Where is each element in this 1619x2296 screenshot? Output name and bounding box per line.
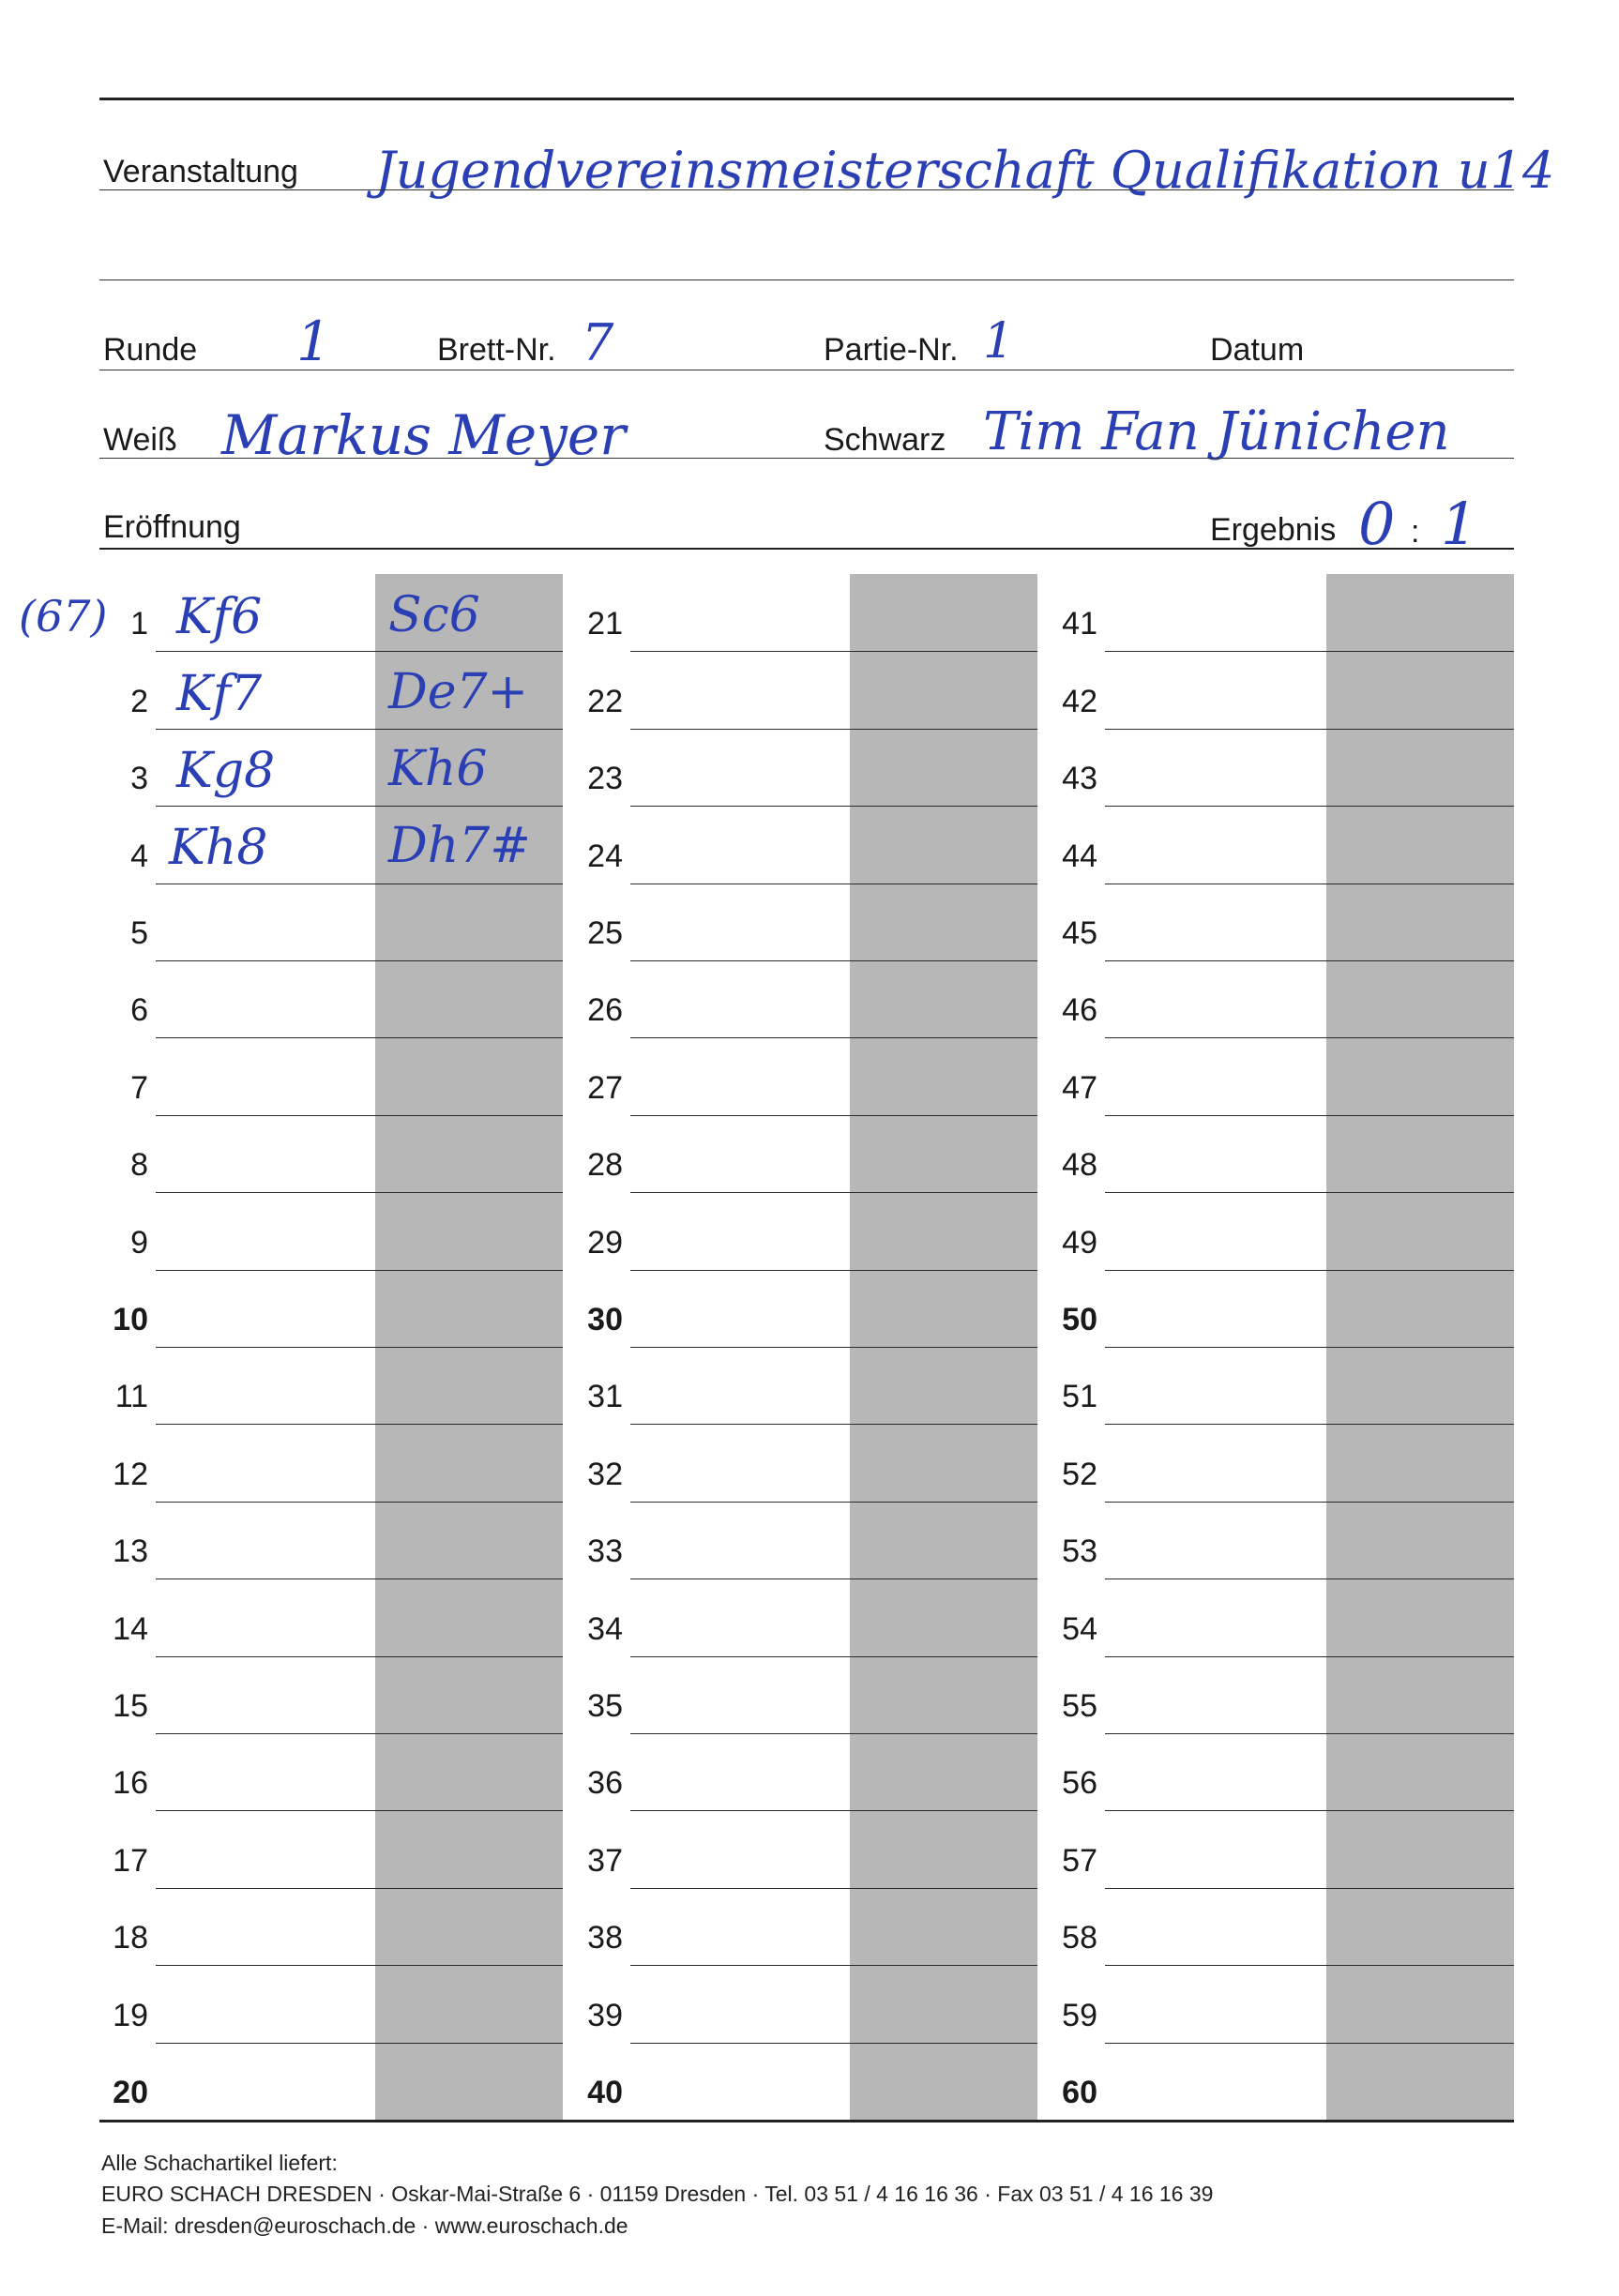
row-line	[630, 1578, 1037, 1579]
row-number: 17	[113, 1842, 148, 1879]
row-line	[1105, 1347, 1514, 1348]
row-number: 38	[587, 1920, 623, 1956]
move-3-white[interactable]: Kg8	[176, 743, 276, 799]
row-line	[156, 1502, 563, 1503]
row-number: 58	[1062, 1920, 1097, 1956]
row-line	[630, 1888, 1037, 1889]
side-note: (67)	[19, 591, 108, 642]
row-number: 53	[1062, 1533, 1097, 1570]
row-number: 30	[587, 1302, 623, 1337]
row-number: 40	[587, 2075, 623, 2110]
move-3-black[interactable]: Kh6	[388, 741, 488, 797]
row-line	[630, 651, 1037, 652]
event-rule	[99, 189, 1514, 190]
move-2-white[interactable]: Kf7	[176, 666, 263, 722]
row-line	[156, 1424, 563, 1425]
row-line	[156, 1965, 563, 1966]
row-number: 59	[1062, 1997, 1097, 2033]
row-line	[1105, 1578, 1514, 1579]
row-number: 10	[113, 1302, 148, 1337]
row-line	[630, 960, 1037, 961]
white-player[interactable]: Markus Meyer	[221, 403, 626, 467]
white-label: Weiß	[103, 422, 177, 458]
row-number: 44	[1062, 838, 1097, 874]
row-number: 57	[1062, 1842, 1097, 1879]
row-number: 45	[1062, 915, 1097, 951]
row-number: 15	[113, 1688, 148, 1724]
row-number: 19	[113, 1997, 148, 2033]
row-line	[1105, 1270, 1514, 1271]
event-rule-2	[99, 279, 1514, 280]
row-line	[156, 729, 563, 730]
row-number: 5	[130, 915, 148, 951]
game-value[interactable]: 1	[983, 313, 1015, 370]
opening-rule	[99, 548, 1514, 550]
row-number: 23	[587, 761, 623, 797]
row-line	[1105, 1810, 1514, 1811]
footer	[101, 2148, 1213, 2242]
result-separator: :	[1411, 514, 1420, 550]
row-number: 18	[113, 1920, 148, 1956]
row-number: 35	[587, 1688, 623, 1724]
row-number: 51	[1062, 1379, 1097, 1415]
row-number: 25	[587, 915, 623, 951]
row-line	[630, 1733, 1037, 1734]
move-4-white[interactable]: Kh8	[169, 820, 268, 876]
row-number: 26	[587, 992, 623, 1029]
row-line	[1105, 2043, 1514, 2044]
row-line	[630, 806, 1037, 807]
row-number: 55	[1062, 1688, 1097, 1724]
row-number: 46	[1062, 992, 1097, 1029]
row-number: 7	[130, 1069, 148, 1106]
event-label: Veranstaltung	[103, 154, 298, 189]
row-number: 34	[587, 1610, 623, 1647]
row-number: 12	[113, 1456, 148, 1492]
row-line	[630, 1656, 1037, 1657]
move-1-white[interactable]: Kf6	[176, 589, 263, 645]
row-number: 9	[130, 1224, 148, 1261]
row-number: 14	[113, 1610, 148, 1647]
row-line	[1105, 1115, 1514, 1116]
footer-line-1: Alle Schachartikel liefert:	[101, 2151, 338, 2175]
row-line	[1105, 1965, 1514, 1966]
board-value[interactable]: 7	[582, 313, 614, 372]
footer-line-3: E-Mail: dresden@euroschach.de · www.euroschach.de	[101, 2213, 628, 2238]
row-number: 32	[587, 1456, 623, 1492]
row-number: 39	[587, 1997, 623, 2033]
row-line	[1105, 651, 1514, 652]
row-number: 24	[587, 838, 623, 874]
move-1-black[interactable]: Sc6	[388, 587, 480, 643]
row-number: 42	[1062, 683, 1097, 719]
row-number: 20	[113, 2075, 148, 2110]
row-line	[156, 1656, 563, 1657]
row-line	[156, 1810, 563, 1811]
row-number: 4	[130, 838, 148, 874]
row-number: 21	[587, 606, 623, 642]
row-line	[156, 651, 563, 652]
row-line	[156, 1347, 563, 1348]
row-number: 13	[113, 1533, 148, 1570]
board-label: Brett-Nr.	[437, 332, 556, 368]
row-line	[156, 1037, 563, 1038]
row-line	[156, 1270, 563, 1271]
round-value[interactable]: 1	[296, 310, 331, 373]
round-label: Runde	[103, 332, 198, 368]
row-number: 54	[1062, 1610, 1097, 1647]
row-number: 3	[130, 761, 148, 797]
black-label: Schwarz	[824, 422, 946, 458]
row-number: 11	[114, 1379, 148, 1415]
move-2-black[interactable]: De7+	[388, 664, 529, 720]
row-number: 41	[1062, 606, 1097, 642]
row-number: 43	[1062, 761, 1097, 797]
row-line	[156, 1888, 563, 1889]
row-number: 60	[1062, 2075, 1097, 2110]
row-line	[1105, 729, 1514, 730]
row-number: 33	[587, 1533, 623, 1570]
opening-label: Eröffnung	[103, 509, 241, 545]
result-black[interactable]: 1	[1441, 490, 1478, 558]
row-number: 28	[587, 1147, 623, 1184]
row-line	[630, 1037, 1037, 1038]
players-rule	[99, 458, 1514, 459]
row-number: 6	[130, 992, 148, 1029]
row-number: 48	[1062, 1147, 1097, 1184]
row-line	[156, 960, 563, 961]
row-number: 29	[587, 1224, 623, 1261]
row-number: 47	[1062, 1069, 1097, 1106]
row-line	[156, 806, 563, 807]
row-line	[630, 1965, 1037, 1966]
row-line	[156, 1192, 563, 1193]
result-white[interactable]: 0	[1358, 490, 1396, 558]
row-line	[156, 1578, 563, 1579]
row-line	[630, 1347, 1037, 1348]
row-number: 52	[1062, 1456, 1097, 1492]
row-number: 56	[1062, 1765, 1097, 1802]
row-number: 1	[130, 606, 148, 642]
row-line	[630, 729, 1037, 730]
row-number: 16	[113, 1765, 148, 1802]
row-line	[1105, 1888, 1514, 1889]
move-4-black[interactable]: Dh7#	[388, 818, 531, 874]
row-line	[1105, 1192, 1514, 1193]
row-line	[1105, 1733, 1514, 1734]
row-line	[630, 1424, 1037, 1425]
date-label: Datum	[1210, 332, 1305, 368]
row-line	[630, 1810, 1037, 1811]
footer-line-2: EURO SCHACH DRESDEN · Oskar-Mai-Straße 6 · 01159 Dresden · Tel. 03 51 / 4 16 16 36 · Fax 03 51 / 4 16 16 39	[101, 2182, 1214, 2207]
row-number: 50	[1062, 1302, 1097, 1337]
row-number: 8	[130, 1147, 148, 1184]
row-number: 49	[1062, 1224, 1097, 1261]
row-line	[156, 1115, 563, 1116]
row-line	[630, 1115, 1037, 1116]
row-number: 37	[587, 1842, 623, 1879]
row-line	[156, 2043, 563, 2044]
row-number: 31	[587, 1379, 623, 1415]
row-line	[630, 2043, 1037, 2044]
row-number: 36	[587, 1765, 623, 1802]
black-player[interactable]: Tim Fan Jünichen	[983, 401, 1450, 462]
row-line	[1105, 1424, 1514, 1425]
event-value[interactable]: Jugendvereinsmeisterschaft Qualifikation u14	[375, 141, 1555, 200]
top-rule	[99, 98, 1514, 100]
row-line	[1105, 806, 1514, 807]
bottom-rule	[99, 2120, 1514, 2122]
row-line	[1105, 1502, 1514, 1503]
row-number: 22	[587, 683, 623, 719]
row-line	[630, 1502, 1037, 1503]
result-label: Ergebnis	[1210, 512, 1337, 548]
game-label: Partie-Nr.	[824, 332, 959, 368]
row-number: 2	[130, 683, 148, 719]
row-line	[156, 1733, 563, 1734]
row-line	[630, 1270, 1037, 1271]
row-line	[1105, 960, 1514, 961]
row-number: 27	[587, 1069, 623, 1106]
row-line	[1105, 1037, 1514, 1038]
row-line	[1105, 1656, 1514, 1657]
row-line	[630, 1192, 1037, 1193]
